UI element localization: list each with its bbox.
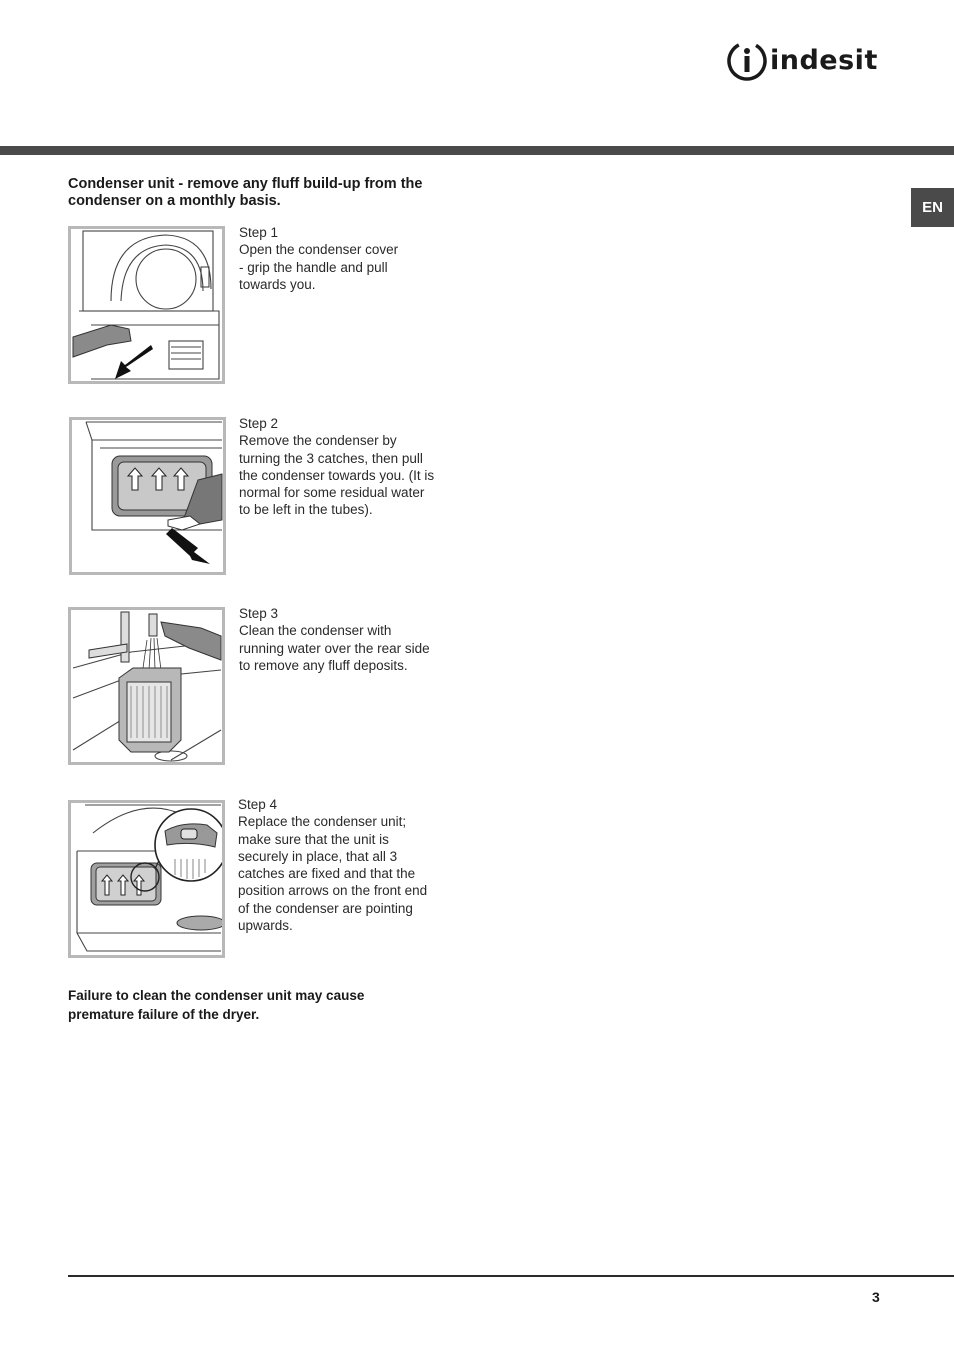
step-1-body: Open the condenser cover - grip the handle and pull towards you. [239, 242, 399, 292]
step-3-body: Clean the condenser with running water over the rear side to remove any fluff deposits. [239, 623, 430, 673]
brand-logo-icon [726, 40, 768, 82]
section-heading: Condenser unit - remove any fluff build-up from the condenser on a monthly basis. [68, 176, 423, 209]
open-condenser-cover-illustration [68, 226, 225, 384]
remove-condenser-illustration [69, 417, 226, 575]
page-number: 3 [872, 1289, 880, 1305]
footer-rule [68, 1275, 954, 1277]
step-3-title: Step 3 [239, 606, 279, 621]
language-tab: EN [911, 188, 954, 227]
step-2-title: Step 2 [239, 416, 279, 431]
step-4 [238, 796, 448, 934]
step-3 [239, 605, 449, 674]
header-bar [0, 146, 954, 155]
brand-logo [726, 40, 886, 82]
rinse-condenser-illustration [68, 607, 225, 765]
brand-name: indesit [770, 45, 878, 76]
step-4-body: Replace the condenser unit; make sure that the unit is securely in place, that all 3 catches are fixed and that the position arrows on the front end of the condenser are pointing upwards. [238, 814, 428, 934]
step-1-title: Step 1 [239, 225, 279, 240]
step-2-body: Remove the condenser by turning the 3 catches, then pull the condenser towards you. (It is normal for some residual water to be left in the tubes). [239, 433, 435, 518]
step-2 [239, 415, 449, 519]
step-4-title: Step 4 [238, 797, 278, 812]
warning-note: Failure to clean the condenser unit may cause premature failure of the dryer. [68, 988, 365, 1022]
replace-condenser-illustration [68, 800, 225, 958]
step-1 [239, 224, 449, 293]
